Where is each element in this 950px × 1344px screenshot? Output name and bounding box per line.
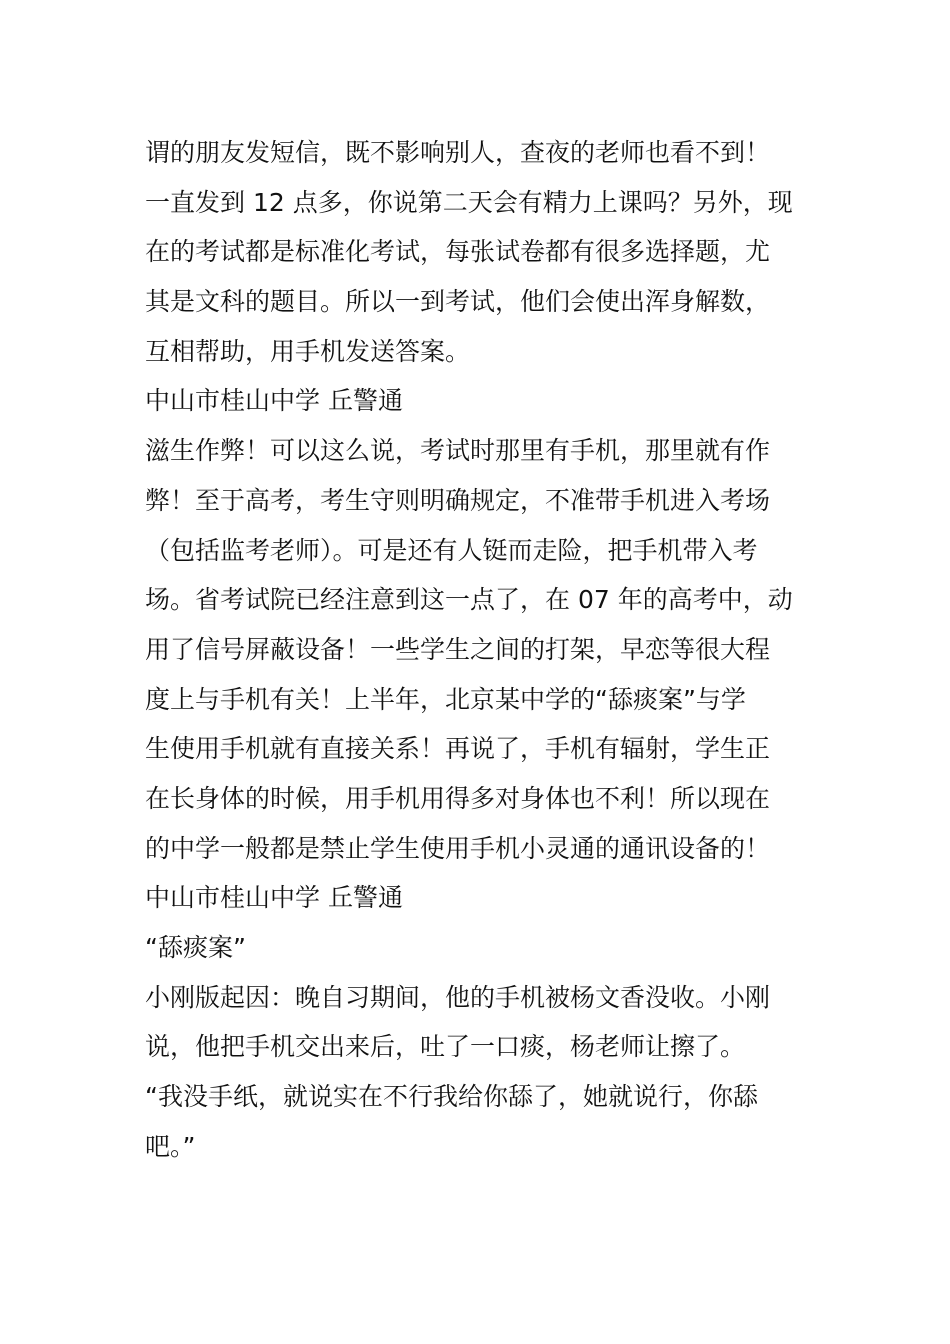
text-line: 互相帮助，用手机发送答案。 (145, 336, 471, 366)
text-line: 度上与手机有关！上半年，北京某中学的“舔痰案”与学 (145, 684, 746, 714)
text-line: 说，他把手机交出来后，吐了一口痰，杨老师让擦了。 (145, 1032, 746, 1062)
author-line: 中山市桂山中学 丘警通 (145, 386, 403, 416)
text-line: 吧。” (145, 1131, 196, 1161)
author-line: 中山市桂山中学 丘警通 (145, 883, 403, 913)
text-line: 谓的朋友发短信，既不影响别人，查夜的老师也看不到！ (145, 138, 771, 167)
text-line: 其是文科的题目。所以一到考试，他们会使出浑身解数， (145, 287, 771, 317)
text-line: 场。省考试院已经注意到这一点了，在 07 年的高考中，动 (145, 585, 793, 615)
body-text (145, 128, 810, 1171)
text-line: 滋生作弊！可以这么说，考试时那里有手机，那里就有作 (145, 436, 771, 466)
text-line: 弊！至于高考，考生守则明确规定，不准带手机进入考场 (145, 485, 771, 515)
text-line: 生使用手机就有直接关系！再说了，手机有辐射，学生正 (145, 734, 771, 764)
text-line: 的中学一般都是禁止学生使用手机小灵通的通讯设备的！ (145, 833, 771, 863)
text-line: 在的考试都是标准化考试，每张试卷都有很多选择题，尤 (145, 237, 771, 267)
section-heading: “舔痰案” (145, 933, 246, 962)
text-line: 一直发到 12 点多，你说第二天会有精力上课吗？另外，现 (145, 187, 793, 217)
text-line: “我没手纸，就说实在不行我给你舔了，她就说行，你舔 (145, 1082, 758, 1112)
text-line: 在长身体的时候，用手机用得多对身体也不利！所以现在 (145, 783, 771, 813)
text-line: （包括监考老师）。可是还有人铤而走险，把手机带入考 (145, 535, 758, 565)
text-line: 小刚版起因：晚自习期间，他的手机被杨文香没收。小刚 (145, 982, 771, 1012)
text-line: 用了信号屏蔽设备！一些学生之间的打架，早恋等很大程 (145, 634, 771, 664)
